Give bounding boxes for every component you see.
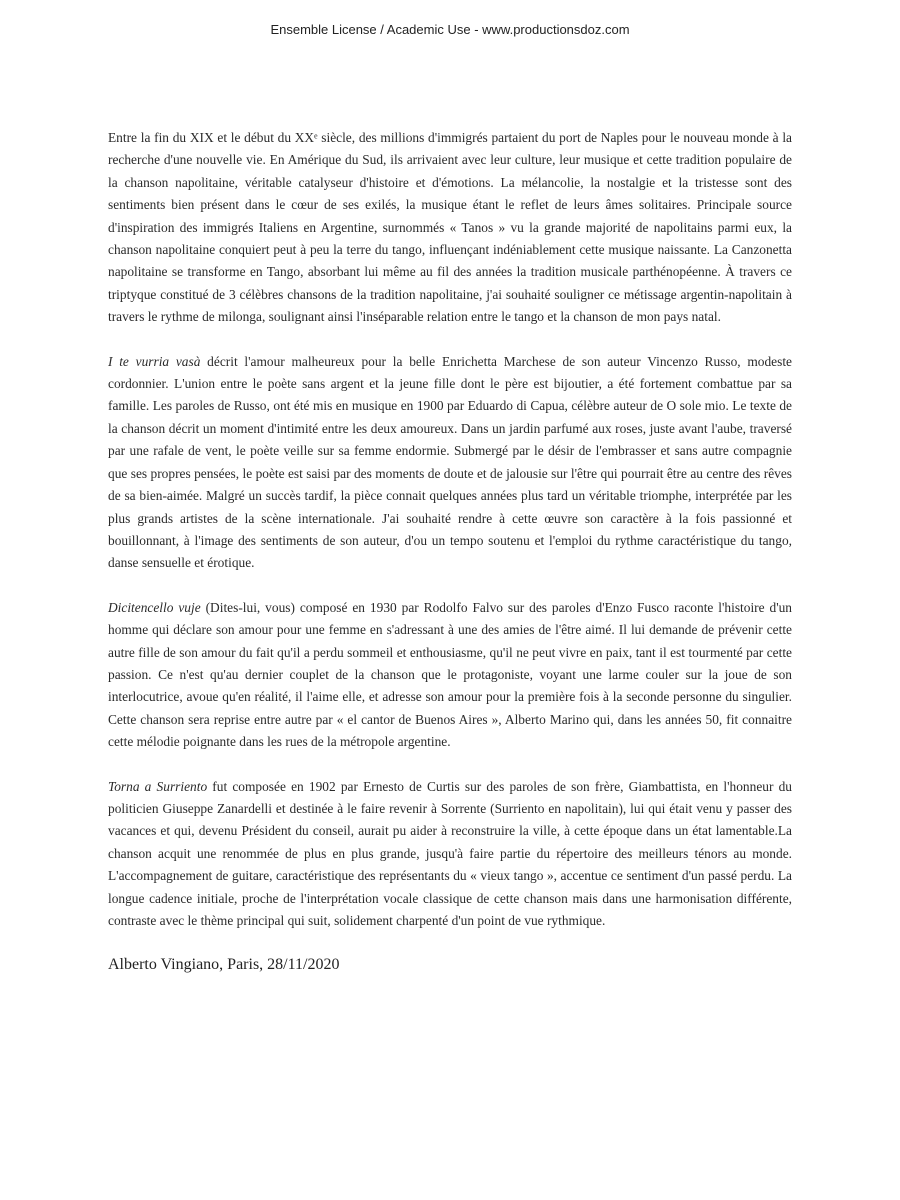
song-title: Dicitencello vuje [108, 599, 201, 615]
paragraph-dicitencello-vuje [108, 597, 792, 754]
song-title: Torna a Surriento [108, 778, 208, 794]
document-body [108, 127, 792, 977]
song-title: I te vurria vasà [108, 353, 201, 369]
paragraph-text: décrit l'amour malheureux pour la belle Enrichetta Marchese de son auteur Vincenzo Russo, modeste cordonnier. L'union entre le poète sans argent et la jeune fille dont le père est bijoutier, a été fortement combattue par sa famille. Les paroles de Russo, ont été mis en musique en 1900 par Eduardo di Capua, célèbre auteur de O sole mio. Le texte de la chanson décrit un moment d'intimité entre les deux amoureux. Dans un jardin parfumé aux roses, juste avant l'aube, traversé par une rafale de vent, le poète veille sur sa femme endormie. Submergé par le désir de l'embrasser et sans autre compagnie que ses propres pensées, le poète est saisi par des moments de doute et de jalousie sur l'être qui pourrait être au centre des rêves de sa bien-aimée. Malgré un succès tardif, la pièce connait quelques années plus tard un véritable triomphe, interprétée par les plus grands artistes de la scène internationale. J'ai souhaité rendre à cette œuvre son caractère à la fois passionné et bouillonnant, à l'image des sentiments de son auteur, d'ou un tempo soutenu et l'emploi du rythme caractéristique du tango, danse sensuelle et érotique. [108, 353, 792, 571]
paragraph-text: fut composée en 1902 par Ernesto de Curtis sur des paroles de son frère, Giambattista, en l'honneur du politicien Giuseppe Zanardelli et destinée à le faire revenir à Sorrente (Surriento en napolitain), lui qui était venu y passer des vacances et qui, devenu Président du conseil, aurait pu aider à reconstruire la ville, à cette époque dans un état lamentable.La chanson acquit une renommée de plus en plus grande, jusqu'à faire partie du répertoire des meilleurs ténors au monde. L'accompagnement de guitare, caractéristique des représentants du « vieux tango », accentue ce sentiment d'un passé perdu. La longue cadence initiale, proche de l'interprétation vocale classique de cette chanson mais dans une harmonisation différente, contraste avec le thème principal qui suit, solidement charpenté d'un point de vue rythmique. [108, 778, 792, 928]
intro-paragraph [108, 127, 792, 329]
signature: Alberto Vingiano, Paris, 28/11/2020 [108, 956, 340, 974]
paragraph-text: (Dites-lui, vous) composé en 1930 par Rodolfo Falvo sur des paroles d'Enzo Fusco raconte l'histoire d'un homme qui déclare son amour pour une femme en s'adressant à une des amies de l'être aimé. Il lui demande de prévenir cette autre fille de son amour du fait qu'il a perdu sommeil et enthousiasme, qu'il ne peut vivre en paix, tant il est tourmenté par cette passion. Ce n'est qu'au dernier couplet de la chanson que le protagoniste, voyant une larme couler sur la joue de son interlocutrice, avoue qu'en réalité, il l'aime elle, et adresse son amour pour la première fois à la seconde personne du singulier. Cette chanson sera reprise entre autre par « el cantor de Buenos Aires », Alberto Marino qui, dans les années 50, fit connaitre cette mélodie poignante dans les rues de la métropole argentine. [108, 599, 792, 750]
paragraph-torna-a-surriento [108, 776, 792, 933]
paragraph-i-te-vurria-vasa [108, 351, 792, 575]
license-header: Ensemble License / Academic Use - www.productionsdoz.com [270, 22, 630, 37]
paragraph-text: Entre la fin du XIX et le début du XXᵉ siècle, des millions d'immigrés partaient du port de Naples pour le nouveau monde à la recherche d'une nouvelle vie. En Amérique du Sud, ils arrivaient avec leur culture, leur musique et cette tradition populaire de la chanson napolitaine, véritable catalyseur d'histoire et d'émotions. La mélancolie, la nostalgie et la tristesse sont des sentiments bien présent dans le cœur de ses exilés, la musique étant le reflet de leurs âmes solitaires. Principale source d'inspiration des immigrés Italiens en Argentine, surnommés « Tanos » vu la grande majorité de napolitains parmi eux, la chanson napolitaine conquiert peut à peu la terre du tango, influençant indéniablement cette musique naissante. La Canzonetta napolitaine se transforme en Tango, absorbant lui même au fil des années la tradition musicale parthénopéenne. À travers ce triptyque constitué de 3 célèbres chansons de la tradition napolitaine, j'ai souhaité souligner ce métissage argentin-napolitain à travers le rythme de milonga, soulignant ainsi l'inséparable relation entre le tango et la chanson de mon pays natal. [108, 130, 792, 325]
